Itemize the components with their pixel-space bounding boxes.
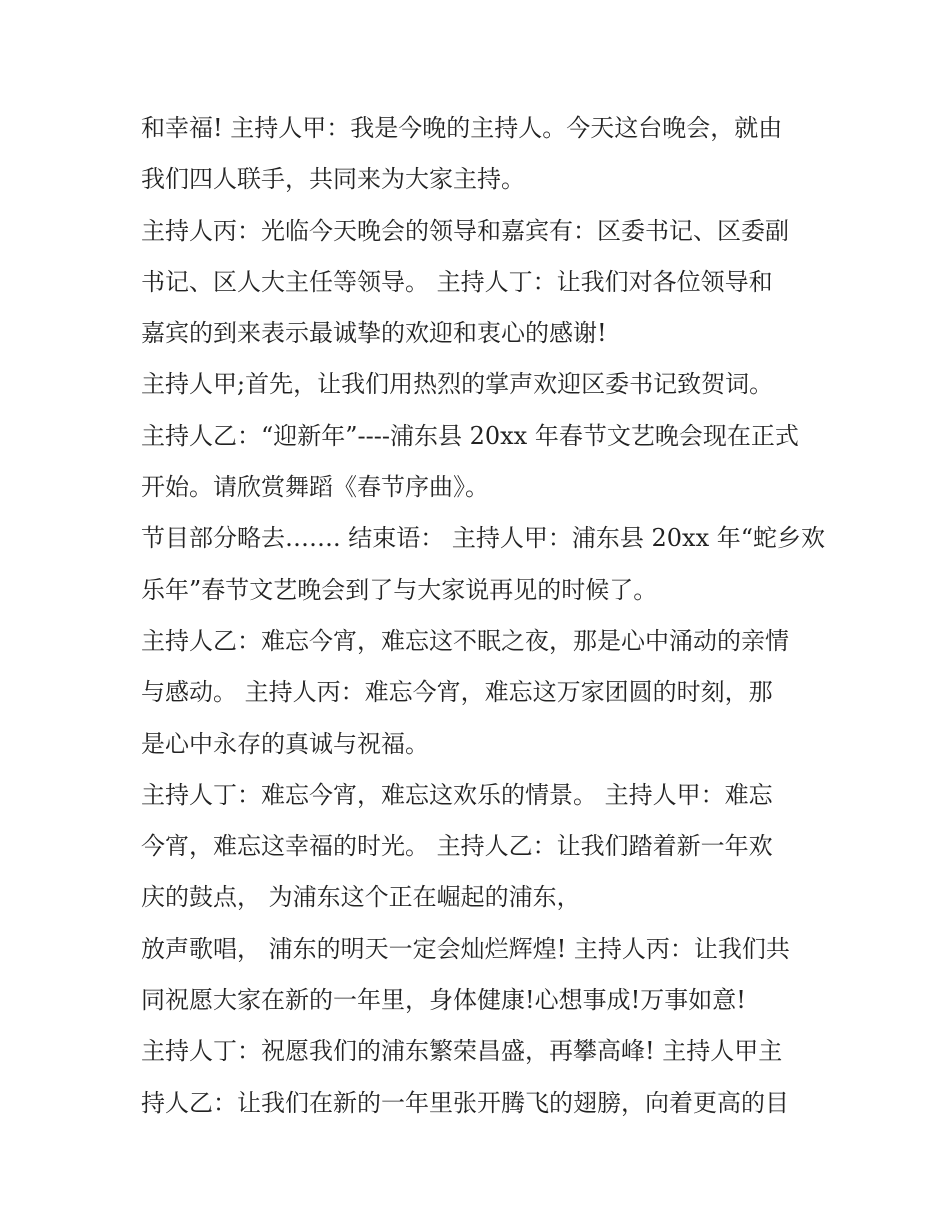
text-line: 嘉宾的到来表示最诚挚的欢迎和衷心的感谢!: [141, 319, 607, 348]
text-line: 是心中永存的真诚与祝福。: [141, 729, 429, 758]
text-line: 节目部分略去……. 结束语： 主持人甲：浦东县 20xx 年“蛇乡欢: [141, 524, 826, 553]
text-line: 开始。请欣赏舞蹈《春节序曲》。: [141, 473, 489, 502]
text-line: 书记、区人大主任等领导。 主持人丁：让我们对各位领导和: [141, 267, 773, 296]
text-line: 乐年”春节文艺晚会到了与大家说再见的时候了。: [141, 575, 658, 604]
text-line: 主持人甲;首先，让我们用热烈的掌声欢迎区委书记致贺词。: [141, 370, 774, 399]
text-line: 我们四人联手，共同来为大家主持。: [141, 165, 525, 194]
text-line: 主持人丙：光临今天晚会的领导和嘉宾有：区委书记、区委副: [141, 216, 789, 245]
text-line: 主持人丁：难忘今宵，难忘这欢乐的情景。 主持人甲：难忘: [141, 780, 773, 809]
text-line: 主持人乙：难忘今宵，难忘这不眠之夜，那是心中涌动的亲情: [141, 626, 789, 655]
text-line: 主持人乙：“迎新年”----浦东县 20xx 年春节文艺晚会现在正式: [141, 421, 799, 450]
document-body: [141, 103, 831, 1129]
text-line: 庆的鼓点， 为浦东这个正在崛起的浦东，: [141, 883, 581, 912]
text-line: 放声歌唱， 浦东的明天一定会灿烂辉煌! 主持人丙：让我们共: [141, 934, 790, 963]
text-line: 今宵，难忘这幸福的时光。 主持人乙：让我们踏着新一年欢: [141, 832, 773, 861]
text-line: 与感动。 主持人丙：难忘今宵，难忘这万家团圆的时刻，那: [141, 678, 773, 707]
text-line: 和幸福! 主持人甲：我是今晚的主持人。今天这台晚会，就由: [141, 114, 783, 142]
text-line: 同祝愿大家在新的一年里，身体健康!心想事成!万事如意!: [141, 986, 746, 1015]
text-line: 持人乙：让我们在新的一年里张开腾飞的翅膀，向着更高的目: [141, 1088, 789, 1117]
text-line: 主持人丁：祝愿我们的浦东繁荣昌盛，再攀高峰! 主持人甲主: [141, 1037, 783, 1066]
